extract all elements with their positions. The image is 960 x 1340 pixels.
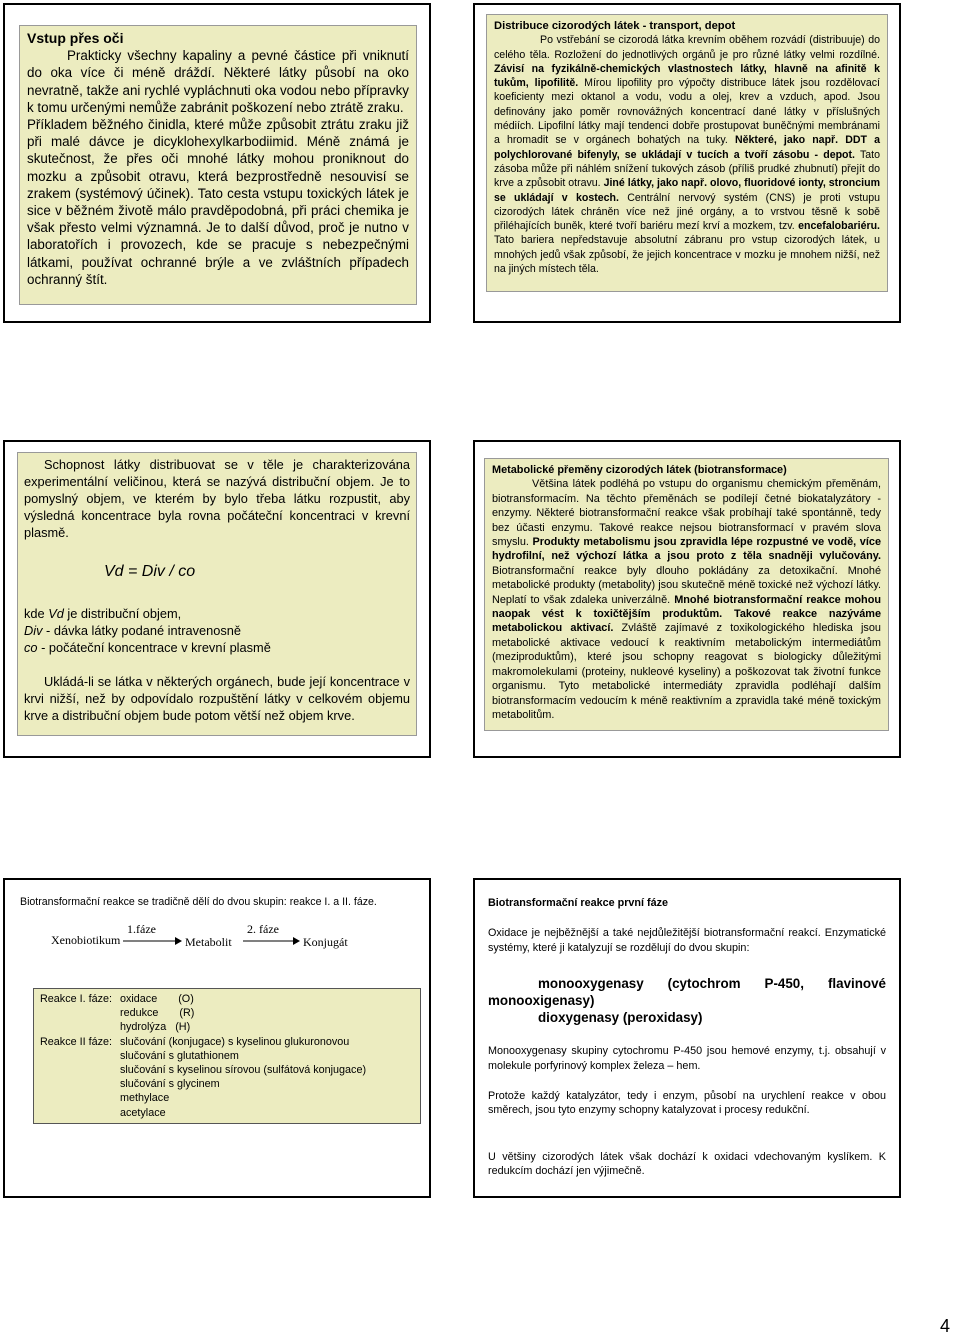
definition-vd: kde Vd je distribuční objem,	[24, 606, 182, 622]
reaction-type: oxidace (O)	[120, 993, 194, 1005]
slide2-bold-2: Některé, jako např. DDT a polychlorované bifenyly, se ukládají v tucích a tvoří zásobu - depot.	[494, 134, 880, 161]
definition-div: Div - dávka látky podané intravenosně	[24, 623, 241, 639]
slide4-title: Metabolické přeměny cizorodých látek (biotransformace)	[492, 464, 787, 476]
reaction-phase-label	[40, 1077, 120, 1091]
slide2-text-2: Mírou lipofility pro výpočty distribuce látek jsou rozdělovací koeficienty mezi oktanol a vodu, vodu a olej, krev a vzduch, apod. Jsou definovány jako poměr rovnovážných koncentrací dané látky v příslušných médiích. Lipofilní látky mají tendenci dobře prostupovat buněčnými membránami a hromadit se v orgánech bohatých na tuky.	[494, 77, 880, 147]
reaction-phase-label	[40, 1006, 120, 1020]
enzyme-monooxygenasy: monooxygenasy (cytochrom P-450, flavinové monooxigenasy)	[488, 976, 886, 1009]
reaction-type: acetylace	[120, 1106, 166, 1119]
slide6-title: Biotransformační reakce první fáze	[488, 897, 669, 909]
reaction-row	[40, 1091, 414, 1105]
slide6-paragraph-1: Oxidace je nejběžnější a také nejdůležitější biotransformační reakcí. Enzymatické systémy, které ji katalyzují se rozdělují do dvou skupin:	[488, 927, 886, 954]
reaction-type: slučování s kyselinou sírovou (sulfátová konjugace)	[120, 1064, 367, 1077]
reaction-type: slučování s glycinem	[120, 1078, 220, 1091]
scheme-konjugat: Konjugát	[303, 935, 348, 949]
slide4-bold-1: Produkty metabolismu jsou zpravidla lépe rozpustné ve vodě, více hydrofilní, než výchozí látka a jsou proto z těla snadněji vylučovány.	[492, 536, 881, 563]
slide1-title: Vstup přes oči	[27, 30, 124, 46]
slide4-text-3: Zvláště zajímavé z toxikologického hlediska jsou metabolické aktivace vedoucí k reaktivním metabolickým intermediátům (meziproduktům), které jsou schopny reagovat s biologicky důležitými makromolekulami (proteiny, nukleové kyseliny) a poškozovat tak životní funkce organismu. Tyto metabolické intermediáty zpravidla podléhají dalším biotransformacím vedoucím k méně reaktivním a zpravidla také méně toxickým metabolitům.	[492, 622, 881, 721]
distribution-volume-formula: Vd = Div / co	[104, 562, 196, 580]
slide3-paragraph-1: Schopnost látky distribuovat se v těle je charakterizována experimentální veličinou, která se nazývá distribuční objem. Je to pomyslný objem, ve kterém by bylo třeba látku rozpustit, aby výsledná koncentrace byla rovna počáteční koncentraci v krevní plasmě.	[24, 457, 410, 540]
slide2-text-3: Tato zásoba může při náhlém snížení tukových zásob (příliš prudké zhubnutí) přejít do krve a způsobit otravu.	[494, 148, 880, 190]
scheme-phase1-label: 1.fáze	[127, 922, 156, 936]
slide4-text-2: Biotransformační reakce byly dlouho pokládány za detoxikační. Mnohé metabolické produkty (metabolity) jsou skutečně méně toxické než výchozí látky. Neplatí to však zdaleka univerzálně.	[492, 564, 881, 606]
reaction-row	[40, 992, 414, 1006]
arrow-right-icon	[123, 934, 183, 948]
slide6-paragraph-2: Monooxygenasy skupiny cytochromu P-450 jsou hemové enzymy, t.j. obsahují v molekule porfyrinový komplex železa – hem.	[488, 1045, 886, 1072]
reaction-row	[40, 1049, 414, 1063]
slide6-paragraph-3: Protože každý katalyzátor, tedy i enzym, působí na urychlení reakce v obou směrech, jsou tyto enzymy schopny katalyzovat i procesy redukční.	[488, 1090, 886, 1117]
reaction-types-box	[33, 988, 421, 1124]
slide2-bold-1: Závisí na fyzikálně-chemických vlastnostech látky, hlavně na afinitě k tukům, lipofilitě.	[494, 62, 880, 90]
reaction-type: slučování (konjugace) s kyselinou glukuronovou	[120, 1035, 350, 1048]
reaction-phase-label	[40, 1049, 120, 1063]
reaction-row	[40, 1106, 414, 1120]
definition-co: co - počáteční koncentrace v krevní plasmě	[24, 640, 271, 656]
slide1-paragraph-3: Méně známá je skutečnost, že přes oči mnohé látky mohou proniknout do mozku a způsobit otravu, která bezprostředně nesouvisí se zrakem (systémový účinek). Tato cesta vstupu toxických látek je sice v běžném životě málo pravděpodobná, při práci chemika je však přesto velmi významná. Je to další důvod, proč je nutno v laboratořích i provozech, kde se pracuje s nebezpečnými látkami, používat ochranné brýle a ve zvláštních případech ochranný štít.	[27, 134, 409, 287]
reaction-phase-label	[40, 1020, 120, 1034]
slide4-text-1: Většina látek podléhá po vstupu do organismu chemickým přeměnám, biotransformacím. Na těchto přeměnách se podílejí četné biokatalyzátory - enzymy. Některé biotransformační reakce však probíhají také spontánně, tedy bez účasti enzymu. Takové reakce nejsou biotransformací v pravém slova smyslu.	[492, 478, 881, 549]
arrow-right-icon	[243, 934, 301, 948]
slide5-title: Biotransformační reakce se tradičně dělí do dvou skupin: reakce I. a II. fáze.	[20, 896, 377, 908]
scheme-phase2-label: 2. fáze	[247, 922, 279, 936]
reaction-phase-label	[40, 1063, 120, 1077]
reaction-phase-label: Reakce I. fáze:	[40, 993, 113, 1005]
slide2-text-4: Centrální nervový systém (CNS) je proti vstupu cizorodých látek chráněn více než jiné orgány, a to vrstvou těsně k sobě přiléhajících buněk, které tvoří bariéru mezí krví a mozkem, tzv.	[494, 191, 880, 233]
slide3-textbox	[17, 452, 417, 736]
reaction-row	[40, 1006, 414, 1020]
slide-prvni-faze	[473, 878, 901, 1198]
slide2-title: Distribuce cizorodých látek - transport, depot	[494, 20, 736, 32]
scheme-xenobiotikum: Xenobiotikum	[51, 933, 121, 947]
reaction-type: hydrolýza (H)	[120, 1021, 191, 1034]
reaction-phase-label: Reakce II fáze:	[40, 1035, 113, 1048]
slide6-paragraph-4: U většiny cizorodých látek však dochází k oxidaci vdechovaným kyslíkem. K redukcím dochází jen výjimečně.	[488, 1150, 886, 1178]
slide2-bold-4: encefalobariéru.	[798, 220, 880, 233]
slide4-textbox	[484, 458, 889, 731]
scheme-metabolit: Metabolit	[185, 935, 232, 949]
slide1-paragraph-2: Příkladem běžného činidla, které může způsobit ztrátu zraku již při malé dávce je dicyklohexylkarbodiimid.	[27, 117, 409, 150]
slide1-textbox	[19, 25, 417, 305]
slide2-text-1: Po vstřebání se cizorodá látka krevním oběhem rozvádí (distribuuje) do celého těla. Rozložení do jednotlivých orgánů je pro různé látky velmi rozdílné.	[494, 34, 880, 61]
enzyme-groups	[488, 975, 886, 1026]
reaction-type: slučování s glutathionem	[120, 1049, 239, 1062]
slide2-textbox	[486, 14, 888, 292]
reaction-row	[40, 1077, 414, 1091]
slide4-bold-2: Mnohé biotransformační reakce mohou naopak vést k toxičtějším produktům. Takové reakce nazýváme metabolickou aktivací.	[492, 593, 882, 635]
slide2-text-5: Tato bariera nepředstavuje absolutní zábranu pro vstup cizorodých látek, u mnohých jedů však způsobí, že jejich koncentrace v mozku je mnohem nižší, než na jiných místech těla.	[494, 234, 880, 276]
reaction-row	[40, 1020, 414, 1034]
reaction-type: redukce (R)	[120, 1007, 195, 1020]
reaction-type: methylace	[120, 1092, 170, 1105]
reaction-phase-label	[40, 1106, 120, 1120]
page-number: 4	[940, 1316, 951, 1336]
slide3-paragraph-2: Ukládá-li se látka v některých orgánech, bude její koncentrace v krvi nižší, než by odpovídalo rozpuštění látky v celkovém objemu krve a distribuční objem bude potom větší než objem krve.	[24, 674, 410, 723]
enzyme-dioxygenasy: dioxygenasy (peroxidasy)	[538, 1010, 703, 1026]
reaction-phase-label	[40, 1091, 120, 1105]
slide2-bold-3: Jiné látky, jako např. olovo, fluoridové ionty, stroncium se ukládají v kostech.	[494, 177, 880, 204]
reaction-row	[40, 1063, 414, 1077]
reaction-row	[40, 1035, 414, 1049]
biotransformation-scheme	[45, 920, 385, 960]
slide1-paragraph-1: Prakticky všechny kapaliny a pevné částice při vniknutí do oka více či méně dráždí. Některé látky působí na oko nevratně, takže ani rychlé vypláchnuti oka vodou nebo přípravky k tomu určenými nemůže zabránit poškození nebo ztrátě zraku.	[27, 48, 409, 115]
